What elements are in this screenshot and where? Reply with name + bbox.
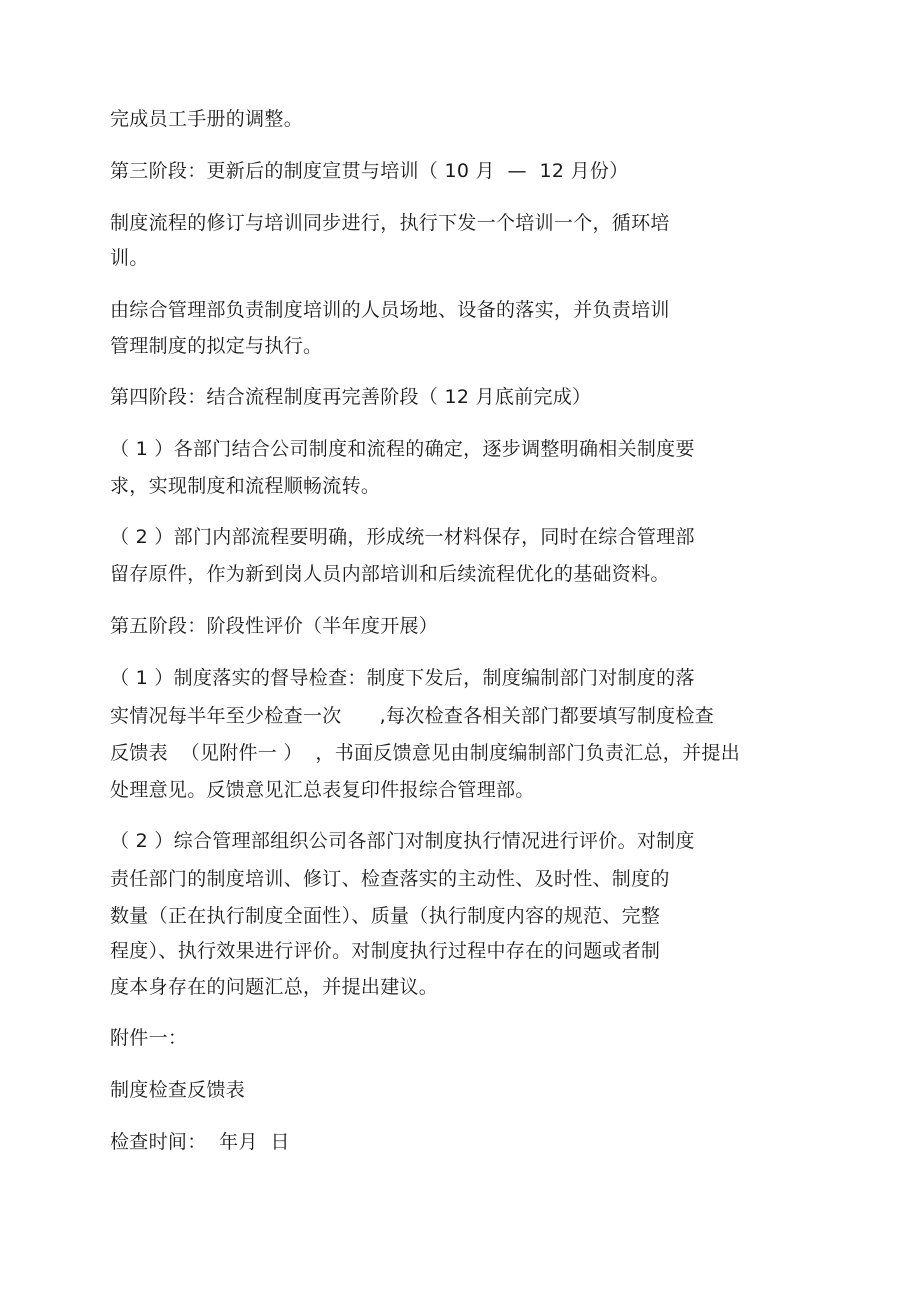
attachment-label: 附件一： <box>110 1027 188 1049</box>
text-line: （ 2 ）综合管理部组织公司各部门对制度执行情况进行评价。对制度 <box>110 830 695 852</box>
inspection-time-line: 检查时间： 年月 日 <box>110 1131 290 1153</box>
text-line: 训。 <box>110 247 149 269</box>
text-line: 数量（正在执行制度全面性）、质量（执行制度内容的规范、完整 <box>110 905 661 927</box>
text-line: 求，实现制度和流程顺畅流转。 <box>110 475 381 497</box>
text-line: （ 1 ）制度落实的督导检查：制度下发后，制度编制部门对制度的落 <box>110 667 695 689</box>
text-line: 度本身存在的问题汇总，并提出建议。 <box>110 976 439 998</box>
text-line: 实情况每半年至少检查一次 ,每次检查各相关部门都要填写制度检查 <box>110 705 715 727</box>
text-line: 完成员工手册的调整。 <box>110 108 304 130</box>
text-line: 留存原件，作为新到岗人员内部培训和后续流程优化的基础资料。 <box>110 563 670 585</box>
text-line: 制度流程的修订与培训同步进行，执行下发一个培训一个，循环培 <box>110 212 670 234</box>
text-line: 程度）、执行效果进行评价。对制度执行过程中存在的问题或者制 <box>110 940 661 962</box>
text-line: 反馈表 （见附件一 ） ，书面反馈意见由制度编制部门负责汇总，并提出 <box>110 742 740 764</box>
text-line: （ 2 ）部门内部流程要明确，形成统一材料保存，同时在综合管理部 <box>110 526 695 548</box>
text-line: （ 1 ）各部门结合公司制度和流程的确定，逐步调整明确相关制度要 <box>110 438 695 460</box>
section-heading-stage-4: 第四阶段：结合流程制度再完善阶段（ 12 月底前完成） <box>110 386 592 408</box>
text-line: 责任部门的制度培训、修订、检查落实的主动性、及时性、制度的 <box>110 868 670 890</box>
text-line: 管理制度的拟定与执行。 <box>110 335 323 357</box>
section-heading-stage-3: 第三阶段：更新后的制度宣贯与培训（ 10 月 — 12 月份） <box>110 160 629 182</box>
form-title: 制度检查反馈表 <box>110 1079 246 1101</box>
text-line: 处理意见。反馈意见汇总表复印件报综合管理部。 <box>110 779 535 801</box>
section-heading-stage-5: 第五阶段：阶段性评价（半年度开展） <box>110 615 439 637</box>
text-line: 由综合管理部负责制度培训的人员场地、设备的落实，并负责培训 <box>110 299 670 321</box>
